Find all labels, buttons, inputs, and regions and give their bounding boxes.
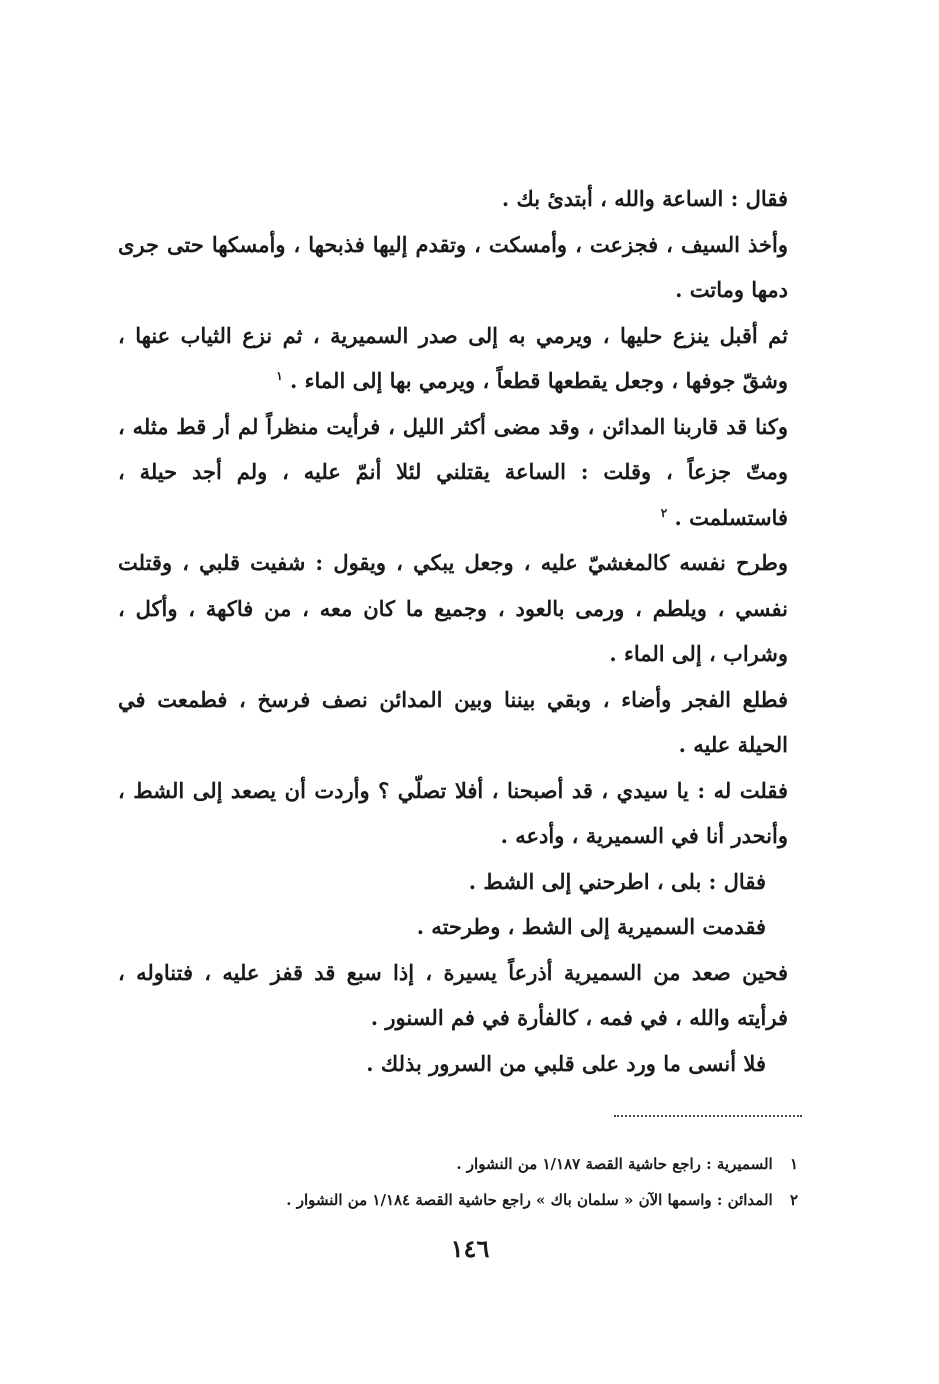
paragraph-8: فقال : بلى ، اطرحني إلى الشط . xyxy=(468,868,766,894)
paragraph-2: وأخذ السيف ، فجزعت ، وأمسكت ، وتقدم إليها فذبحها ، وأمسكها حتى جرى دمها وماتت . xyxy=(118,231,788,302)
paragraph-10: فحين صعد من السميرية أذرعاً يسيرة ، إذا سبع قد قفز عليه ، فتناوله ، فرأيته والله ، في فمه ، كالفأرة في فم السنور . xyxy=(118,959,788,1030)
paragraph-6: فطلع الفجر وأضاء ، وبقي بيننا وبين المدائن نصف فرسخ ، فطمعت في الحيلة عليه . xyxy=(118,686,788,757)
paragraph-1: فقال : الساعة والله ، أبتدئ بك . xyxy=(501,186,788,211)
main-text xyxy=(118,176,810,1086)
paragraph-9: فقدمت السميرية إلى الشط ، وطرحته . xyxy=(416,914,766,939)
paragraph-4 xyxy=(118,404,810,541)
footnote-2-number: ٢ xyxy=(789,1191,798,1209)
footnote-1 xyxy=(118,1146,798,1182)
paragraph-3-text: ثم أقبل ينزع حليها ، ويرمي به إلى صدر السميرية ، ثم نزع الثياب عنها ، وشقّ جوفها ، وجعل يقطعها قطعاً ، ويرمي بها إلى الماء . xyxy=(118,322,788,393)
page-number: ١٤٦ xyxy=(450,1234,490,1263)
paragraph-7: فقلت له : يا سيدي ، قد أصبحنا ، أفلا تصلّي ؟ وأردت أن يصعد إلى الشط ، وأنحدر أنا في السميرية ، وأدعه . xyxy=(118,777,788,848)
footnote-divider xyxy=(614,1115,802,1117)
footnote-1-text: السميرية : راجع حاشية القصة ١/١٨٧ من النشوار . xyxy=(456,1155,773,1173)
footnote-2-text: المدائن : واسمها الآن « سلمان باك » راجع حاشية القصة ١/١٨٤ من النشوار . xyxy=(286,1191,773,1209)
footnote-mark-2: ٢ xyxy=(660,505,668,520)
footnote-1-number: ١ xyxy=(789,1155,798,1173)
footnote-2 xyxy=(118,1182,798,1218)
paragraph-5: وطرح نفسه كالمغشيّ عليه ، وجعل يبكي ، ويقول : شفيت قلبي ، وقتلت نفسي ، ويلطم ، ورمى بالعود ، وجميع ما كان معه ، من فاكهة ، وأكل ، وشراب ، إلى الماء . xyxy=(118,550,788,666)
paragraph-4-text: وكنا قد قاربنا المدائن ، وقد مضى أكثر الليل ، فرأيت منظراً لم أر قط مثله ، ومتّ جزعاً ، وقلت : الساعة يقتلني لئلا أنمّ عليه ، ولم أجد حيلة ، فاستسلمت . xyxy=(118,413,788,530)
footnote-mark-1: ١ xyxy=(276,369,283,383)
paragraph-3 xyxy=(118,313,810,404)
paragraph-11: فلا أنسى ما ورد على قلبي من السرور بذلك . xyxy=(366,1050,766,1076)
footnotes xyxy=(118,1146,798,1218)
